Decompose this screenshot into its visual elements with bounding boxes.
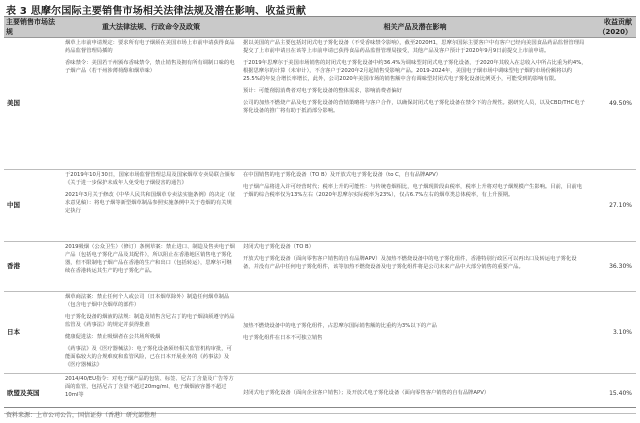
header-revenue-share: 收益贡献（2020） xyxy=(590,17,636,38)
impact-paragraph: 于2019年思摩尔于美国市场销售的封闭式电子雾化设备中约36.4%为调味型封闭式电子雾化设备，于2020年其收入在总收入中所占比重为约4%，根据思摩尔的计算（未审计），不含客户于2020年2月起销售受影响产品。2019-2024年，美国电子烟市场中调味型电子烟的市场份额将以约25.5%的年复合增长率增长，此外，公司2020年美国市场的销售额中含有调味型封闭式电子雾化设备比例更小，可能受到的影响有限。 xyxy=(243,59,587,82)
impact-paragraph: 封闭式电子雾化设备（TO B） xyxy=(243,244,314,250)
regulation-table xyxy=(4,16,636,414)
law-paragraph: 2014/40/EU指令：对电子烟产品的包装、标签、尼古丁含量及广告等方面的监管，包括尼古丁含量不超过20mg/ml、电子烟烟液容器不超过10ml等 xyxy=(65,376,234,398)
impact-paragraph: 预计：可能削弱消费者对电子雾化设备的整体需求，影响消费者偏好 xyxy=(243,87,402,94)
laws-cell xyxy=(62,292,240,374)
impact-cell xyxy=(240,38,590,170)
laws-cell xyxy=(62,170,240,242)
impact-paragraph: 公司的加热不燃烧产品及电子雾化设备的营销策略将与客户合作，以确保封闭式电子雾化设备在禁令下的合规性。据研究人员，以及CBD/THC电子雾化设备的推广将有助于抵消部分影响。 xyxy=(243,99,585,114)
impact-cell xyxy=(240,170,590,242)
revenue-share-cell: 15.40% xyxy=(590,374,636,414)
laws-cell xyxy=(62,38,240,170)
law-paragraph: 电子雾化设备的烟液的法规：制造及销售含尼古丁的电子烟油须遵守药品监管及《药事法》的规定并获得批准 xyxy=(65,313,235,328)
header-impact: 相关产品及潜在影响 xyxy=(240,17,590,38)
impact-cell xyxy=(240,292,590,374)
table-row xyxy=(4,292,636,374)
source-note: 资料来源：上市公司公告，国信证券（香港）研究部整理 xyxy=(6,412,157,419)
law-paragraph: 烟草上市前申请规定：要求所有电子烟须在美国市场上市前申请获得食品药品监督管理局插的 xyxy=(65,40,235,54)
market-cell: 中国 xyxy=(4,170,62,242)
header-market: 主要销售市场法规 xyxy=(4,17,62,38)
law-paragraph: 2019吸烟（公众卫生）（修订）条例草案：禁止进口、制造及售卖电子烟产品（包括电子雾化产品及其配件），所以阻止在香港地区销售电子雾化器，但不限制电子烟产品在香港的生产和出口（包括转运），思摩尔可继续在香港转运其生产的电子雾化产品。 xyxy=(65,244,235,274)
impact-paragraph: 电子烟产品将进入许可经营时代；税率上升的可能性：与传统卷烟相比，电子烟现阶段由税率，税率上升将对电子烟规模产生影响。目前，目前电子烟的综合税率仅为13%左右（2020年思摩尔实际税率为23%），仅占6.7%左右的烟草类总体税率，有上升预期。 xyxy=(243,183,583,198)
table-title: 表 3 思摩尔国际主要销售市场相关法律法规及潜在影响、收益贡献 xyxy=(6,6,307,17)
table-row xyxy=(4,38,636,170)
revenue-share-cell: 36.30% xyxy=(590,242,636,292)
law-paragraph: 于2019年10月30日，国家市场监督管理总局及国家烟草专卖局联合颁布《关于进一步保护未成年人免受电子烟侵害的通告》 xyxy=(65,172,235,186)
impact-paragraph: 据以美国的产品主要包括封闭式电子雾化设备（不受香味禁令影响），截至2020H1，思摩尔国际主要客户中有客户已经向美国食品药品监督管理局提交了上市前申请且在该等上市前申请已获得食品药品监督管理局接受，其他产品及客户预计于2020年9月9日前提交上市前申请。 xyxy=(243,40,585,54)
impact-paragraph: 电子雾化组件在日本不可独立销售 xyxy=(243,334,323,341)
law-paragraph: 香味禁令：美国若干州颁布香味禁令，禁止销售及拥有所有调制口味的电子烟产品（若干州涉薄荷醇和烟草味） xyxy=(65,59,235,74)
header-laws: 重大法律法规、行政命令及政策 xyxy=(62,17,240,38)
revenue-share-cell: 49.50% xyxy=(590,38,636,170)
law-paragraph: 烟草商法案：禁止任何个人或公司（日本烟草除外）制造任何烟草制品（包含电子烟中含烟草的部件） xyxy=(65,294,230,308)
market-cell: 日本 xyxy=(4,292,62,374)
market-cell: 美国 xyxy=(4,38,62,170)
table-bottom-rule xyxy=(4,407,636,408)
revenue-share-cell: 3.10% xyxy=(590,292,636,374)
table-row xyxy=(4,242,636,292)
laws-cell xyxy=(62,242,240,292)
revenue-share-cell: 27.10% xyxy=(590,170,636,242)
law-paragraph: 《药事法》及《医疗器械法》：电子雾化设备须经相关监管机构审批，可能面临较大的合规难度和监管风险，已在日本开展业务的《药事法》及《医疗器械法》 xyxy=(65,345,232,368)
table-header-row xyxy=(4,17,636,38)
impact-paragraph: 加热不燃烧设备中的电子雾化组件，占思摩尔国际销售额的比重约为3%以下的产品 xyxy=(243,322,437,329)
table-row xyxy=(4,170,636,242)
impact-paragraph: 开放式电子雾化设备（面向零售客户销售的自有品牌APV）及加热不燃烧设备中的电子雾化组件，香港特别行政区可以再出口及转运电子雾化设备，并没有产品中任何电子雾化组件，该等加热不燃烧设备及电子雾化组件将是公司未来产品中大部分销售的重要产品。 xyxy=(243,255,577,270)
law-paragraph: 2021年3月关于修改《中华人民共和国烟草专卖法实施条例》的决定（征求意见稿）：将电子烟等新型烟草制品参照实施条例中关于卷烟的有关规定执行 xyxy=(65,191,236,214)
market-cell: 欧盟及英国 xyxy=(4,374,62,414)
law-paragraph: 健康促进法：禁止吸烟者在公共场所吸烟 xyxy=(65,333,161,340)
impact-cell xyxy=(240,242,590,292)
impact-paragraph: 在中国销售的电子雾化设备（TO B）及开放式电子雾化设备（to C，自有品牌APV） xyxy=(243,172,442,178)
market-cell: 香港 xyxy=(4,242,62,292)
impact-paragraph: 封闭式电子雾化设备（面向企业客户销售）；及开放式电子雾化设备（面向零售客户销售的自有品牌APV） xyxy=(243,389,490,396)
